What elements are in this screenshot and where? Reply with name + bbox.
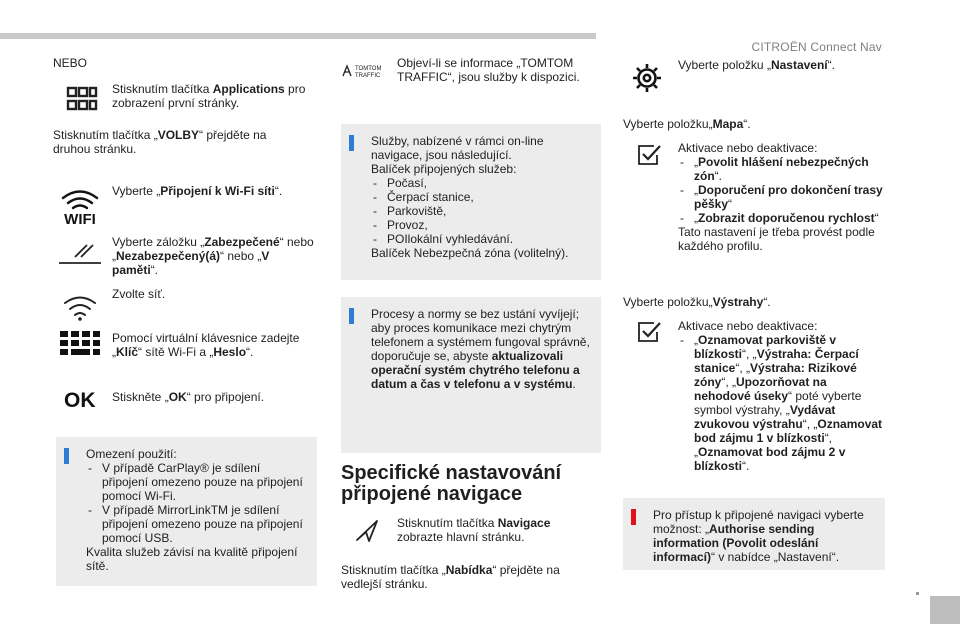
checkbox-icon [636, 320, 662, 344]
list-item: - Parkoviště, [371, 204, 591, 218]
ok-instruction: Stiskněte „OK“ pro připojení. [112, 390, 265, 404]
wifi-icon [57, 186, 103, 226]
note-footer: Kvalita služeb závisí na kvalitě připojení sítě. [86, 545, 298, 573]
info-marker [349, 135, 354, 151]
alert-options [678, 319, 883, 473]
section-title: Specifické nastavování připojené navigace [341, 462, 562, 505]
ok-button-icon: OK [64, 389, 96, 412]
tomtom-traffic-icon [342, 64, 388, 78]
applications-grid-icon [66, 86, 98, 112]
page-number-tab [930, 596, 960, 624]
services-list [371, 176, 591, 246]
navigation-arrow-icon [355, 519, 379, 543]
info-marker [349, 308, 354, 324]
page-number: 15 [902, 600, 919, 617]
tomtom-text: Objeví-li se informace „TOMTOM TRAFFIC“, jsou služby k dispozici. [397, 56, 580, 84]
services-intro: Služby, nabízené v rámci on-line navigace, jsou následující. [371, 134, 544, 162]
settings-instruction: Vyberte položku „Nastavení“. [678, 58, 835, 72]
page-dot [916, 592, 919, 595]
list-item: - „Oznamovat parkoviště v blízkosti“, „Výstraha: Čerpací stanice“, „Výstraha: Rizikové zóny“, „Upozorňovat na nehodové úseky“ poté vyberte symbol výstrahy, „Vydávat zvukovou výstrahu“, „Oznamovat bod zájmu 1 v blízkosti“, „Oznamovat bod zájmu 2 v blízkosti“. [678, 333, 883, 473]
list-item: - Provoz, [371, 218, 591, 232]
list-item: - Čerpací stanice, [371, 190, 591, 204]
tomtom-icon-line1: TOMTOM [355, 66, 382, 72]
package-title: Balíček připojených služeb: [371, 162, 517, 176]
list-item: - POIlokální vyhledávání. [371, 232, 591, 246]
applications-instruction: Stisknutím tlačítka Applications pro zobrazení první stránky. [112, 82, 306, 110]
list-item: - V případě CarPlay® je sdílení připojení omezeno pouze na připojení pomocí Wi-Fi. [86, 461, 307, 503]
list-item: - „Povolit hlášení nebezpečných zón“. [678, 155, 883, 183]
choose-network-text: Zvolte síť. [112, 287, 166, 301]
info-marker [64, 448, 69, 464]
note-title: Omezení použití: [86, 447, 177, 461]
top-rule [0, 33, 596, 39]
wifi-network-icon [62, 294, 98, 322]
network-tab-instruction: Vyberte záložku „Zabezpečené“ nebo „Nezabezpečený(á)“ nebo „V paměti“. [112, 235, 314, 277]
keyboard-instruction: Pomocí virtuální klávesnice zadejte „Klíč“ sítě Wi-Fi a „Heslo“. [112, 331, 300, 359]
activate-title: Aktivace nebo deaktivace: [678, 141, 818, 155]
authorise-text: Pro přístup k připojené navigaci vyberte možnost: „Authorise sending information (Povolit odeslání informací)“ v nabídce „Nastavení“. [653, 508, 864, 564]
nebo-label: NEBO [53, 56, 88, 70]
update-advice-text: Procesy a normy se bez ustání vyvíjejí; aby proces komunikace mezi chytrým telefonem a systémem fungoval správně, doporučuje se, abyste aktualizovali operační systém chytrého telefonu a datum a čas v telefonu a v systému. [371, 307, 590, 391]
alert-options-list [678, 333, 883, 473]
usage-limits-note [56, 437, 317, 586]
list-item: - „Doporučení pro dokončení trasy pěšky“ [678, 183, 883, 211]
svg-text:WIFI: WIFI [64, 211, 96, 226]
tomtom-icon-line2: TRAFFIC [355, 73, 381, 78]
limits-list [86, 461, 307, 545]
map-footer: Tato nastavení je třeba provést podle každého profilu. [678, 225, 875, 253]
list-item: - V případě MirrorLinkTM je sdílení připojení omezeno pouze na připojení pomocí USB. [86, 503, 307, 545]
menu-instruction: Stisknutím tlačítka „Nabídka“ přejděte na vedlejší stránku. [341, 563, 560, 591]
map-instruction: Vyberte položku„Mapa“. [623, 117, 751, 131]
keyboard-icon [60, 331, 100, 359]
network-tab-icon [57, 243, 103, 265]
navigation-instruction: Stisknutím tlačítka Navigace zobrazte hlavní stránku. [397, 516, 551, 544]
activate-title: Aktivace nebo deaktivace: [678, 319, 818, 333]
page-header: CITROËN Connect Nav [751, 40, 882, 54]
list-item: - Počasí, [371, 176, 591, 190]
map-options [678, 141, 883, 253]
authorise-warning-note [623, 498, 885, 570]
volby-instruction: Stisknutím tlačítka „VOLBY“ přejděte na druhou stránku. [53, 128, 267, 156]
update-advice-note [341, 297, 601, 453]
gear-icon [631, 62, 663, 94]
wifi-instruction: Vyberte „Připojení k Wi-Fi síti“. [112, 184, 283, 198]
checkbox-icon [636, 143, 662, 167]
alerts-instruction: Vyberte položku„Výstrahy“. [623, 295, 771, 309]
online-services-note [341, 124, 601, 280]
list-item: - „Zobrazit doporučenou rychlost“ [678, 211, 883, 225]
services-footer: Balíček Nebezpečná zóna (volitelný). [371, 246, 569, 260]
map-options-list [678, 155, 883, 225]
warning-marker [631, 509, 636, 525]
